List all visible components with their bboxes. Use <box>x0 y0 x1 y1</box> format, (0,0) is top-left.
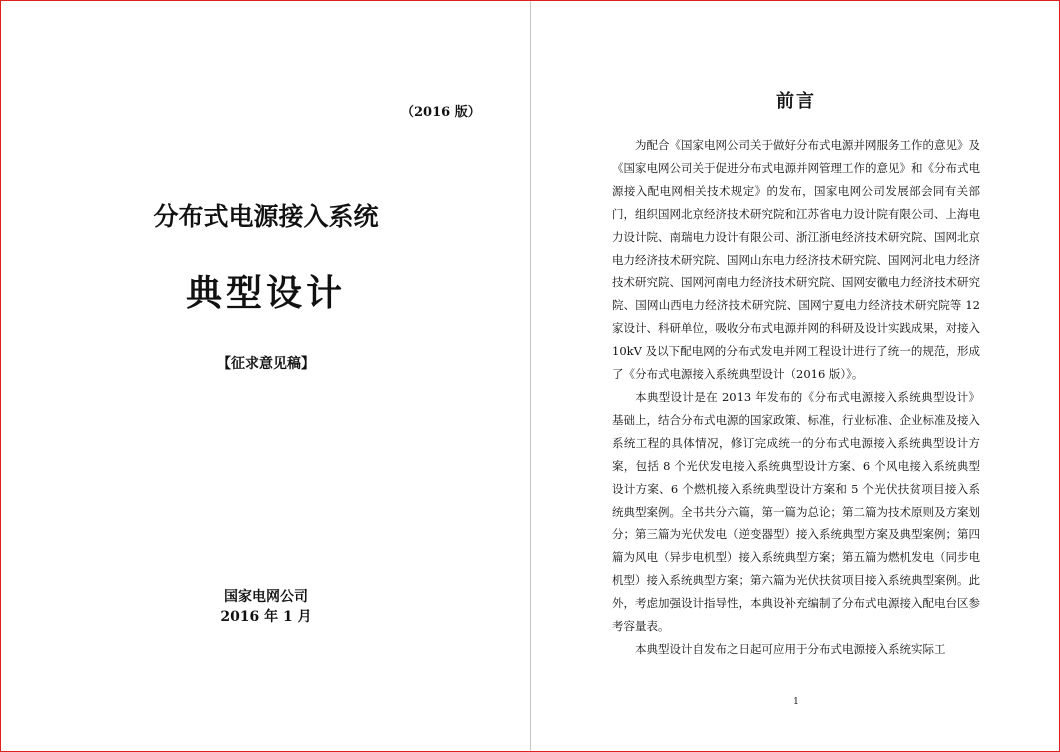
preface-body <box>612 134 980 661</box>
preface-heading: 前言 <box>776 91 816 112</box>
cover-draft-label: 【征求意见稿】 <box>217 356 315 372</box>
preface-paragraph: 本典型设计自发布之日起可应用于分布式电源接入系统实际工 <box>635 641 946 656</box>
cover-date: 2016 年 1 月 <box>220 609 312 625</box>
preface-paragraph: 本典型设计是在 2013 年发布的《分布式电源接入系统典型设计》基础上，结合分布式电源的国家政策、标准，行业标准、企业标准及接入系统工程的具体情况，修订完成统一的分布式电源接入系统典型设计方案，包括 8 个光伏发电接入系统典型设计方案、6 个风电接入系统典型设计方案、6 个燃机接入系统典型设计方案和 5 个光伏扶贫项目接入系统典型案例。全书共分六篇，第一篇为总论；第二篇为技术原则及方案划分；第三篇为光伏发电（逆变器型）接入系统典型方案及典型案例；第四篇为风电（异步电机型）接入系统典型方案；第五篇为燃机发电（同步电机型）接入系统典型方案；第六篇为光伏扶贫项目接入系统典型案例。此外，考虑加强设计指导性，本典设补充编制了分布式电源接入配电台区参考容量表。 <box>612 389 980 634</box>
cover-title: 分布式电源接入系统 <box>153 202 379 231</box>
page-number: 1 <box>793 697 799 707</box>
cover-edition: （2016 版） <box>401 105 481 120</box>
page-gutter-divider <box>530 1 531 751</box>
cover-subtitle: 典型设计 <box>185 272 346 314</box>
cover-organization: 国家电网公司 <box>224 589 308 605</box>
preface-paragraph: 为配合《国家电网公司关于做好分布式电源并网服务工作的意见》及《国家电网公司关于促进分布式电源并网管理工作的意见》和《分布式电源接入配电网相关技术规定》的发布，国家电网公司发展部会同有关部门，组织国网北京经济技术研究院和江苏省电力设计院有限公司、上海电力设计院、南瑞电力设计有限公司、浙江浙电经济技术研究院、国网北京电力经济技术研究院、国网山东电力经济技术研究院、国网河北电力经济技术研究院、国网河南电力经济技术研究院、国网安徽电力经济技术研究院、国网山西电力经济技术研究院、国网宁夏电力经济技术研究院等 12 家设计、科研单位，吸收分布式电源并网的科研及设计实践成果，对接入 10kV 及以下配电网的分布式发电并网工程设计进行了统一的规范，形成了《分布式电源接入系统典型设计（2016 版）》。 <box>612 138 980 382</box>
